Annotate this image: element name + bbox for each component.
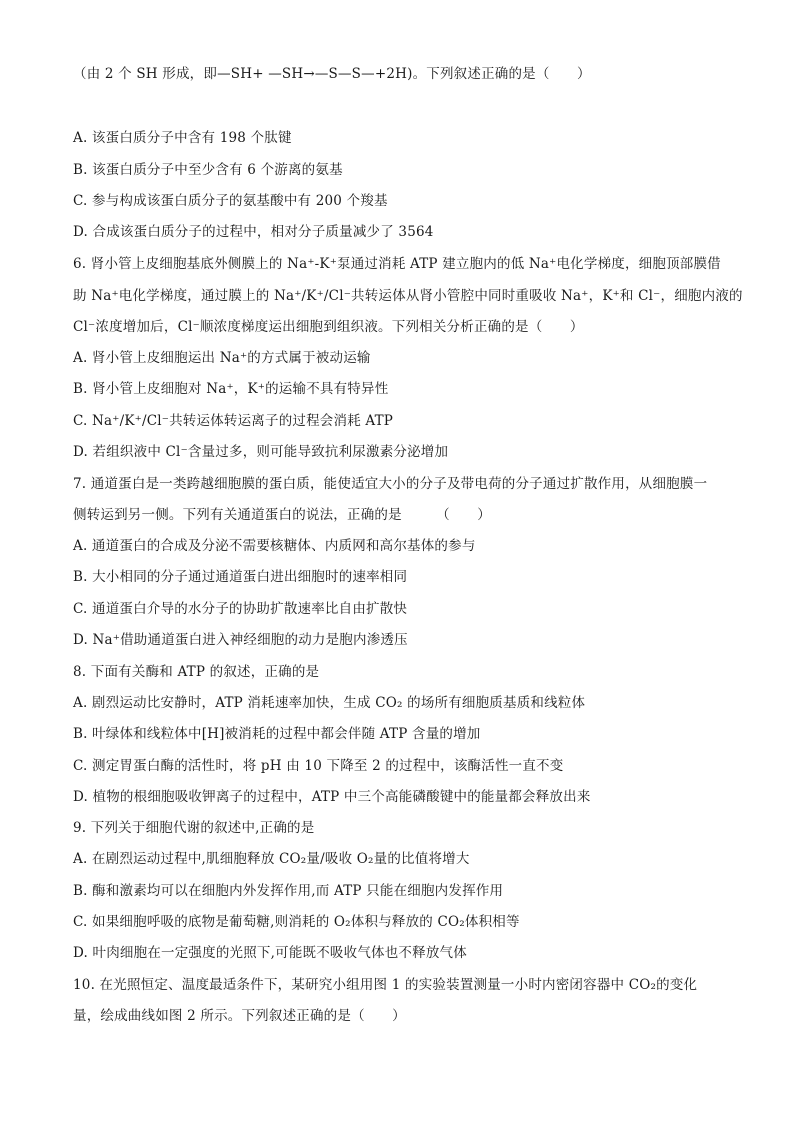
option-7b: B. 大小相同的分子通过通道蛋白进出细胞时的速率相同 — [73, 569, 408, 585]
option-6c: C. Na⁺/K⁺/Cl⁻共转运体转运离子的过程会消耗 ATP — [73, 413, 394, 429]
question-10-stem-line2: 量，绘成曲线如图 2 所示。下列叙述正确的是（ ） — [73, 1008, 406, 1024]
option-8b: B. 叶绿体和线粒体中[H]被消耗的过程中都会伴随 ATP 含量的增加 — [73, 726, 481, 742]
question-7-stem-line2: 侧转运到另一侧。下列有关通道蛋白的说法，正确的是 （ ） — [73, 507, 491, 523]
option-5d: D. 合成该蛋白质分子的过程中，相对分子质量减少了 3564 — [73, 224, 434, 240]
option-8d: D. 植物的根细胞吸收钾离子的过程中，ATP 中三个高能磷酸键中的能量都会释放出来 — [73, 789, 591, 805]
option-9c: C. 如果细胞呼吸的底物是葡萄糖,则消耗的 O₂体积与释放的 CO₂体积相等 — [73, 914, 520, 930]
option-9d: D. 叶肉细胞在一定强度的光照下,可能既不吸收气体也不释放气体 — [73, 945, 467, 961]
option-7d: D. Na⁺借助通道蛋白进入神经细胞的动力是胞内渗透压 — [73, 632, 408, 648]
option-8a: A. 剧烈运动比安静时，ATP 消耗速率加快，生成 CO₂ 的场所有细胞质基质和线粒体 — [73, 695, 586, 711]
question-7-stem-line1: 7. 通道蛋白是一类跨越细胞膜的蛋白质，能使适宜大小的分子及带电荷的分子通过扩散作用，从细胞膜一 — [73, 476, 708, 492]
option-5b: B. 该蛋白质分子中至少含有 6 个游离的氨基 — [73, 162, 343, 178]
option-6b: B. 肾小管上皮细胞对 Na⁺，K⁺的运输不具有特异性 — [73, 381, 389, 397]
question-5-stem-tail: （由 2 个 SH 形成，即—SH+ —SH→—S—S—+2H)。下列叙述正确的是（ ） — [73, 66, 591, 82]
question-10-stem-line1: 10. 在光照恒定、温度最适条件下，某研究小组用图 1 的实验装置测量一小时内密闭容器中 CO₂的变化 — [73, 977, 698, 993]
option-7c: C. 通道蛋白介导的水分子的协助扩散速率比自由扩散快 — [73, 601, 408, 617]
option-8c: C. 测定胃蛋白酶的活性时，将 pH 由 10 下降至 2 的过程中，该酶活性一直不变 — [73, 758, 564, 774]
option-6d: D. 若组织液中 Cl⁻含量过多，则可能导致抗利尿激素分泌增加 — [73, 444, 449, 460]
question-6-stem-line2: 助 Na⁺电化学梯度，通过膜上的 Na⁺/K⁺/Cl⁻共转运体从肾小管腔中同时重吸收 Na⁺，K⁺和 Cl⁻，细胞内液的 — [73, 288, 743, 304]
question-8-stem: 8. 下面有关酶和 ATP 的叙述，正确的是 — [73, 664, 320, 680]
option-5a: A. 该蛋白质分子中含有 198 个肽键 — [73, 130, 292, 146]
question-6-stem-line1: 6. 肾小管上皮细胞基底外侧膜上的 Na⁺-K⁺泵通过消耗 ATP 建立胞内的低 Na⁺电化学梯度，细胞顶部膜借 — [73, 256, 721, 272]
question-6-stem-line3: Cl⁻浓度增加后，Cl⁻顺浓度梯度运出细胞到组织液。下列相关分析正确的是（ ） — [73, 319, 584, 335]
option-7a: A. 通道蛋白的合成及分泌不需要核糖体、内质网和高尔基体的参与 — [73, 538, 476, 554]
option-6a: A. 肾小管上皮细胞运出 Na⁺的方式属于被动运输 — [73, 350, 371, 366]
question-9-stem: 9. 下列关于细胞代谢的叙述中,正确的是 — [73, 820, 315, 836]
option-5c: C. 参与构成该蛋白质分子的氨基酸中有 200 个羧基 — [73, 193, 388, 209]
option-9b: B. 酶和激素均可以在细胞内外发挥作用,而 ATP 只能在细胞内发挥作用 — [73, 883, 504, 899]
option-9a: A. 在剧烈运动过程中,肌细胞释放 CO₂量/吸收 O₂量的比值将增大 — [73, 851, 470, 867]
